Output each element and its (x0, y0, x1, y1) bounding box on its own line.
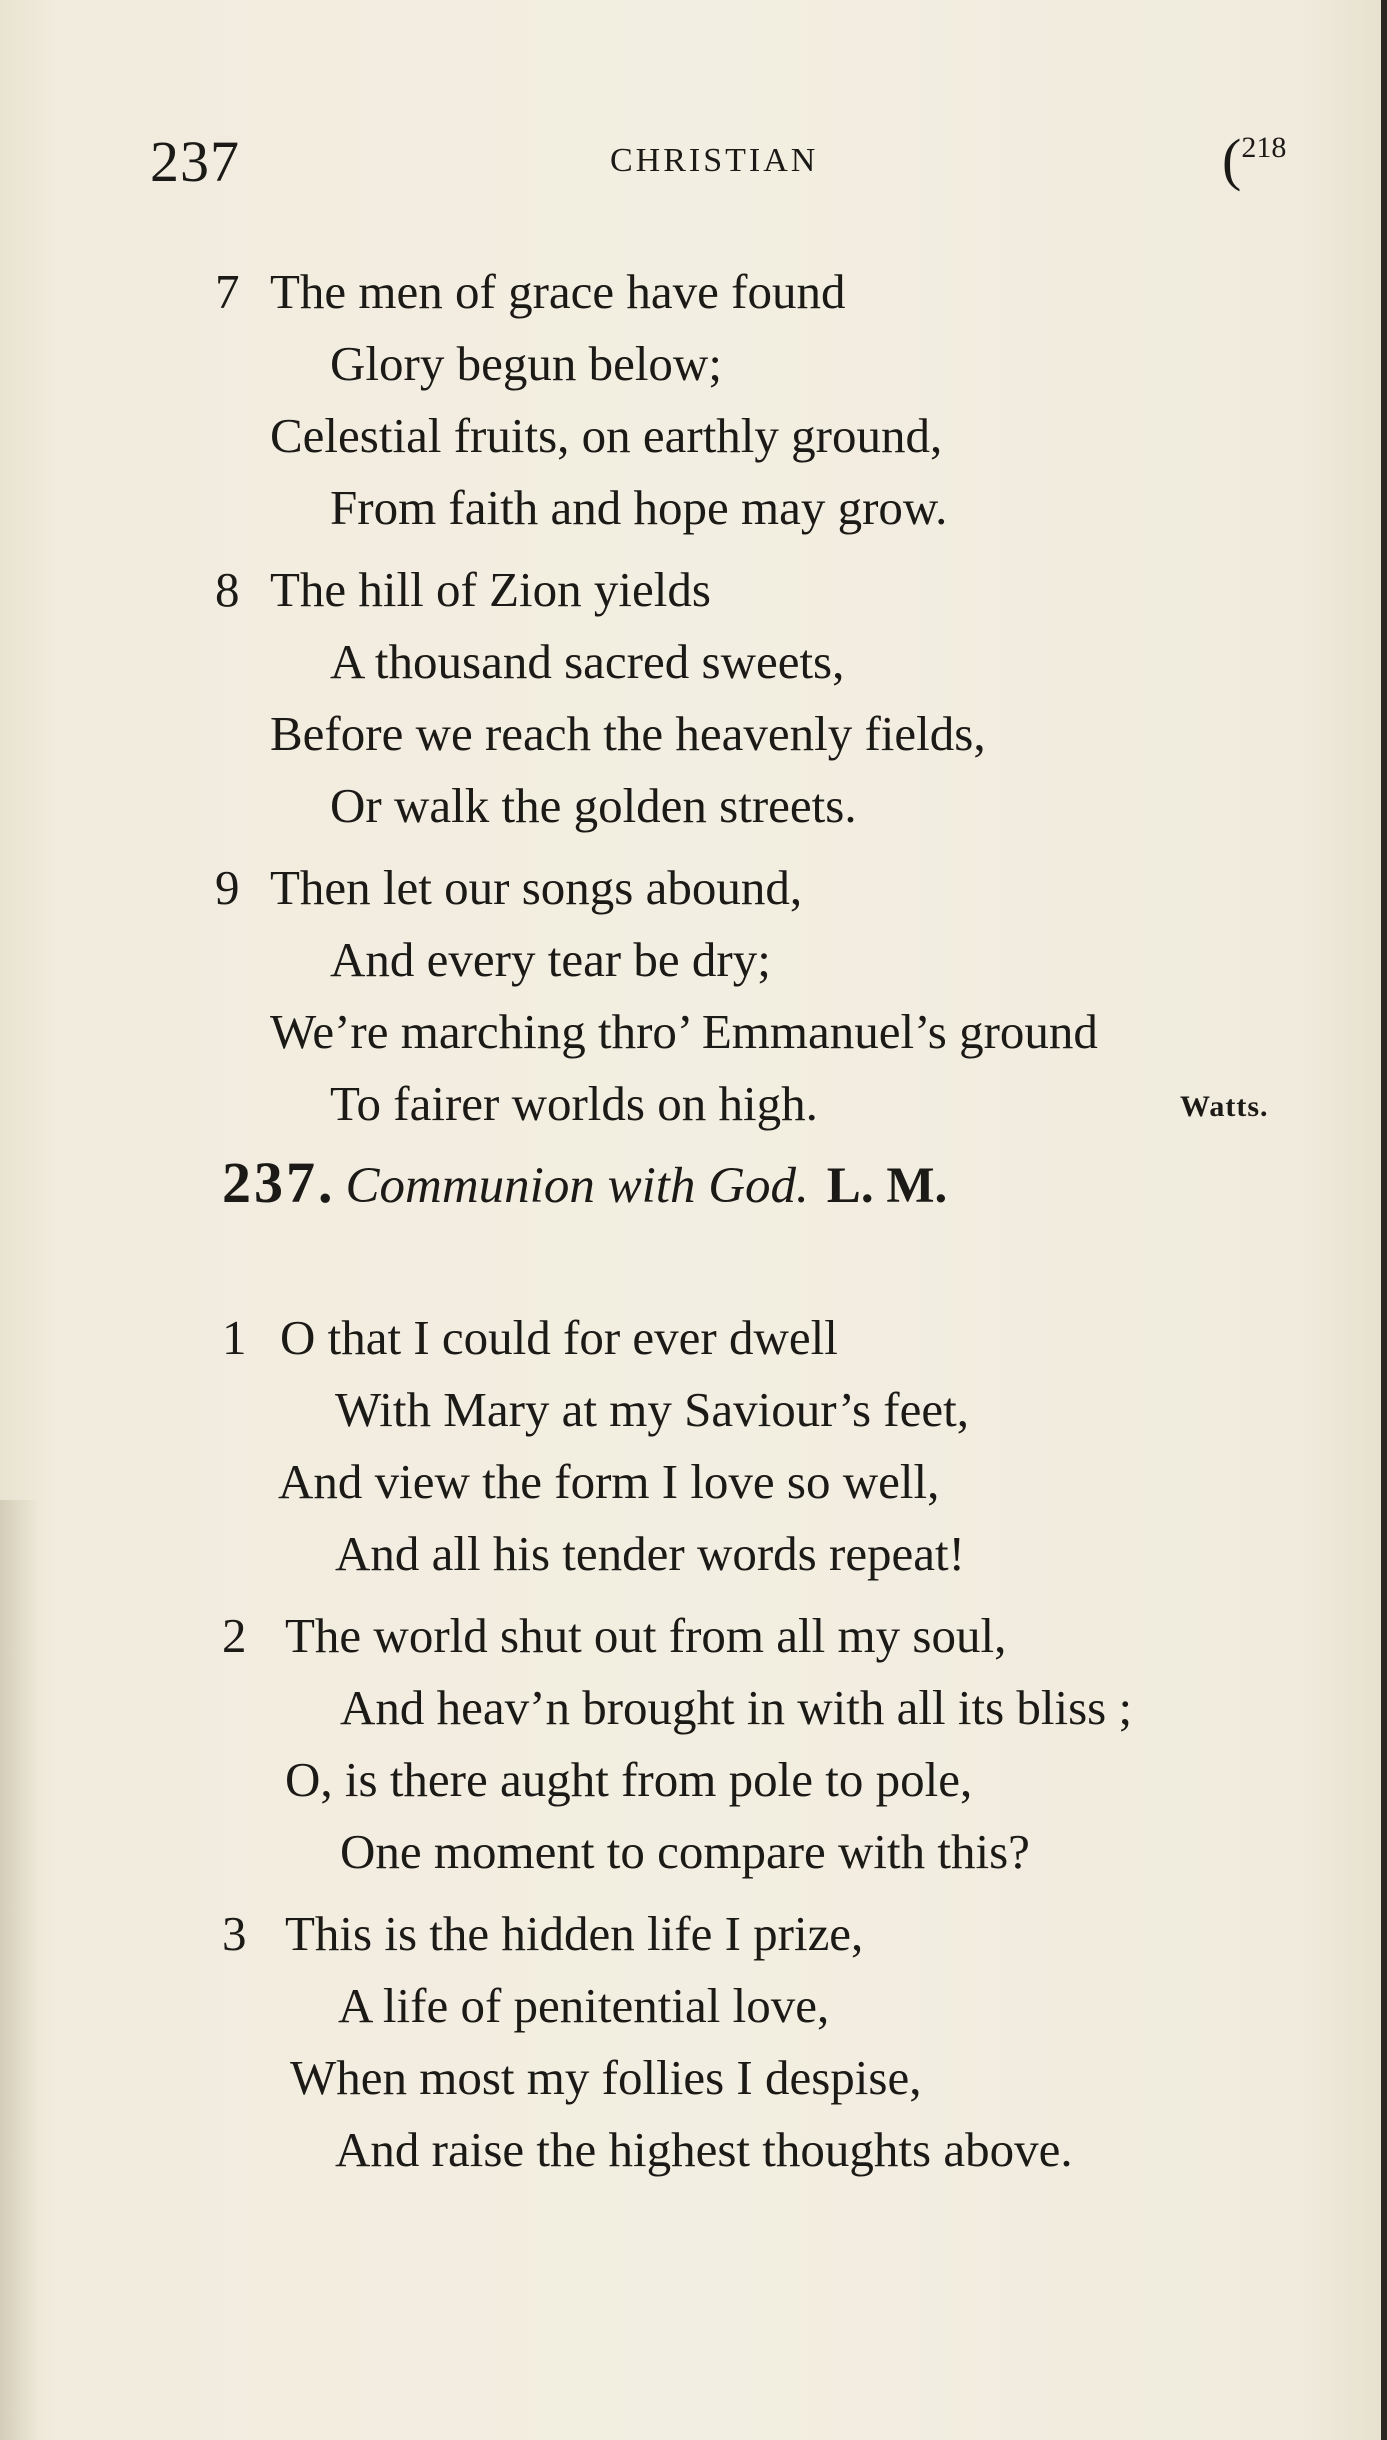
verse-line: One moment to compare with this? (340, 1824, 1030, 1879)
verse-line: The hill of Zion yields (270, 562, 711, 617)
stanza-number: 3 (222, 1906, 247, 1961)
running-header (0, 128, 1387, 208)
verse-line: This is the hidden life I prize, (285, 1906, 864, 1961)
verse-line: Celestial fruits, on earthly ground, (270, 408, 943, 463)
verse-line: A life of penitential love, (338, 1978, 830, 2033)
verse-line: And view the form I love so well, (278, 1454, 940, 1509)
header-paren: ( (1222, 127, 1242, 192)
verse-line: Before we reach the heavenly fields, (270, 706, 986, 761)
verse-line: From faith and hope may grow. (330, 480, 948, 535)
header-right-number: 218 (1241, 131, 1287, 164)
page-number: 237 (150, 129, 240, 194)
verse-line: And raise the highest thoughts above. (335, 2122, 1073, 2177)
hymn-meter: L. M. (826, 1158, 948, 1214)
verse-line: And all his tender words repeat! (335, 1526, 965, 1581)
author-attribution: Watts. (1180, 1090, 1269, 1123)
page-edge-shading (0, 1500, 40, 2440)
verse-line: We’re marching thro’ Emmanuel’s ground (270, 1004, 1098, 1059)
verse-line: The world shut out from all my soul, (285, 1608, 1007, 1663)
hymn-number: 237. (222, 1150, 336, 1215)
hymn-heading (222, 1150, 947, 1219)
verse-line: When most my follies I despise, (290, 2050, 922, 2105)
verse-line: Then let our songs abound, (270, 860, 803, 915)
verse-line: A thousand sacred sweets, (330, 634, 845, 689)
verse-line: To fairer worlds on high. (330, 1076, 818, 1131)
verse-line: And every tear be dry; (330, 932, 771, 987)
verse-line: O, is there aught from pole to pole, (285, 1752, 973, 1807)
hymn-title: Communion with God. (345, 1158, 809, 1214)
verse-line: With Mary at my Saviour’s feet, (335, 1382, 969, 1437)
stanza-number: 2 (222, 1608, 247, 1663)
stanza-number: 9 (215, 860, 240, 915)
header-right-mark (1222, 126, 1286, 193)
page-spine-shadow (1381, 0, 1387, 2440)
stanza-number: 7 (215, 264, 240, 319)
verse-line: And heav’n brought in with all its bliss ; (340, 1680, 1133, 1735)
verse-line: O that I could for ever dwell (280, 1310, 838, 1365)
verse-line: The men of grace have found (270, 264, 846, 319)
stanza-number: 1 (222, 1310, 247, 1365)
stanza-number: 8 (215, 562, 240, 617)
running-title: CHRISTIAN (610, 142, 819, 179)
verse-line: Or walk the golden streets. (330, 778, 857, 833)
verse-line: Glory begun below; (330, 336, 722, 391)
